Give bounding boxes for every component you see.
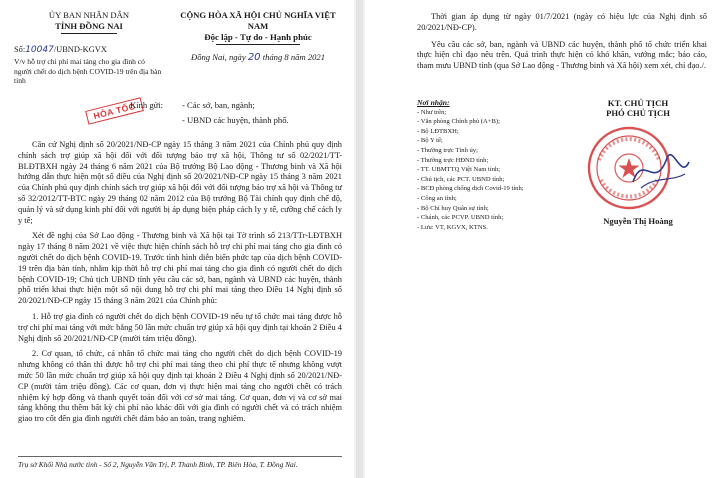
date-line (172, 52, 344, 63)
body-paragraph: Yêu cầu các sở, ban, ngành và UBND các huyện, thành phố tổ chức triển khai thực hiện chỉ đạo nêu trên. Quá trình thực hiện có khó khăn, vướng mắc; báo cáo, tham mưu UBND tỉnh (qua Sở Lao động - Thương binh và Xã hội) xem xét, chỉ đạo./. (417, 39, 707, 71)
motto-rule (216, 44, 300, 45)
recipient-item: - Thường trực HĐND tỉnh; (417, 156, 489, 164)
addressee-label: Kính gửi: (130, 100, 164, 110)
page-divider (356, 0, 363, 478)
body-paragraph: Căn cứ Nghị định số 20/2021/NĐ-CP ngày 15 tháng 3 năm 2021 của Chính phủ quy định chính sách trợ giúp xã hội đối với đối tượng bảo trợ xã hội, Thông tư số 02/2021/TT-BLĐTBXH ngày 24 tháng 6 năm 2021 của Bộ trưởng Bộ Lao động - Thương binh và Xã hội hướng dẫn thực hiện một số điều của Nghị định số 20/2021/NĐ-CP ngày 15 tháng 3 năm 2021 của Chính phủ quy định chính sách trợ giúp xã hội đối với đối tượng bảo trợ xã hội và Thông tư số 32/2012/TT-BTC ngày 29 tháng 02 năm 2012 của Bộ trưởng Bộ Tài chính quy định chế độ, quản lý và sử dụng kinh phí đối với người bị áp dụng biện pháp cách ly y tế, cưỡng chế cách ly y tế; (18, 140, 342, 225)
date-suffix: tháng 8 năm 2021 (262, 52, 326, 62)
signer-name: Nguyễn Thị Hoàng (603, 216, 673, 226)
body-text-page-2 (417, 12, 707, 78)
recipient-item: - Chánh, các PCVP. UBND tỉnh; (417, 214, 504, 222)
official-seal (573, 122, 703, 214)
doc-no-handwritten: 10047 (25, 45, 54, 55)
recipient-item: - BCĐ phòng chống dịch Covid-19 tỉnh; (417, 185, 524, 193)
addressee-block (130, 100, 289, 130)
recipient-item: - Văn phòng Chính phủ (A+B); (417, 118, 500, 126)
addressee-item: - Các sở, ban, ngành; (182, 100, 255, 110)
date-prefix: Đồng Nai, ngày (190, 52, 246, 62)
body-paragraph: Xét đề nghị của Sở Lao động - Thương binh và Xã hội tại Tờ trình số 213/TTr-LĐTBXH ngày 17 tháng 8 năm 2021 về việc thực hiện chính sách hỗ trợ chi phí mai táng cho gia đình có người chết do dịch bệnh COVID-19. Trước tình hình diễn biến phức tạp của dịch bệnh COVID-19 trên địa bàn tỉnh, nhằm kịp thời hỗ trợ chi phí mai táng cho gia đình có người chết do dịch bệnh COVID-19; Chủ tịch UBND tỉnh yêu cầu các sở, ban, ngành và UBND các huyện, thành phố triển khai thực hiện một số nội dung hỗ trợ chi phí mai táng theo Điều 14 Nghị định số 20/2021/NĐ-CP ngày 15 tháng 3 năm 2021 của Chính phủ: (18, 231, 342, 306)
recipients-title: Nơi nhận: (417, 98, 450, 107)
body-paragraph: 1. Hỗ trợ gia đình có người chết do dịch bệnh COVID-19 nếu tự tổ chức mai táng được hỗ trợ chi phí mai táng với mức bằng 50 lần mức chuẩn trợ giúp xã hội quy định tại khoản 2 Điều 4 Nghị định số 20/2021/NĐ-CP (mười tám triệu đồng). (18, 311, 342, 343)
recipient-item: - Lưu: VT, KGVX, KTNS. (417, 223, 488, 231)
issuer-org-line2: TỈNH ĐỒNG NAI (55, 21, 123, 31)
issuer-rule (61, 33, 117, 34)
document-page-1 (0, 0, 354, 478)
recipient-item: - Thường trực Tỉnh ủy; (417, 146, 478, 154)
signer-title-2: PHÓ CHỦ TỊCH (606, 108, 670, 118)
document-subject: V/v hỗ trợ chi phí mai táng cho gia đình có người chết do dịch bệnh COVID-19 trên địa bàn tỉnh (14, 57, 162, 86)
issuer-org-line1: ỦY BAN NHÂN DÂN (48, 10, 130, 20)
body-paragraph: Thời gian áp dụng từ ngày 01/7/2021 (ngày có hiệu lực của Nghị định số 20/2021/NĐ-CP). (417, 12, 707, 32)
page-footer: Trụ sở Khối Nhà nước tỉnh - Số 2, Nguyễn Văn Trị, P. Thanh Bình, TP. Biên Hòa, T. Đồng Nai. (18, 456, 342, 469)
doc-no-suffix: /UBND-KGVX (53, 45, 107, 54)
recipient-item: - Như trên; (417, 108, 447, 116)
doc-no-prefix: Số: (14, 45, 26, 54)
signature-block (573, 98, 703, 226)
body-paragraph: 2. Cơ quan, tổ chức, cá nhân tổ chức mai táng cho người chết do dịch bệnh COVID-19 nhưng không có thân thì được hỗ trợ chi phí mai táng theo chi phí thực tế nhưng không vượt mức 50 lần mức chuẩn trợ giúp xã hội quy định tại khoản 2 Điều 4 Nghị định số 20/2021/NĐ-CP (mười tám triệu đồng). Các cơ quan, đơn vị thực hiện mai táng cho người chết có trách nhiệm ký hợp đồng và thanh quyết toán đối với cơ sở mai táng. Cơ quan, đơn vị và cơ sở mai táng không thu thêm bất kỳ chi phí nào khác đối với gia đình có người chết và có trách nhiệm giao tro cốt đến gia đình người chết đảm bảo an toàn, trang nghiêm. (18, 349, 342, 424)
recipient-item: - Chủ tịch, các PCT. UBND tỉnh; (417, 175, 505, 183)
issuer-header (14, 10, 164, 86)
recipient-item: - Bộ Y tế; (417, 137, 443, 145)
body-text-page-1 (18, 140, 342, 430)
red-seal-icon (573, 122, 703, 214)
document-number (14, 44, 164, 56)
urgent-stamp: HỎA TỐC (85, 97, 144, 124)
recipient-item: - TT. UBMTTQ Việt Nam tỉnh; (417, 166, 501, 174)
recipient-item: - Bộ LĐTBXH; (417, 127, 459, 135)
signer-title-1: KT. CHỦ TỊCH (607, 98, 669, 108)
nation-motto: Độc lập - Tự do - Hạnh phúc (204, 32, 312, 42)
recipients-list (417, 98, 567, 232)
recipient-item: - Bộ Chỉ huy Quân sự tỉnh; (417, 204, 489, 212)
national-header (172, 10, 344, 63)
recipient-item: - Công an tỉnh; (417, 194, 457, 202)
document-page-2 (365, 0, 720, 478)
addressee-item: - UBND các huyện, thành phố. (182, 115, 289, 125)
date-day-handwritten: 20 (247, 52, 261, 63)
nation-title: CỘNG HÒA XÃ HỘI CHỦ NGHĨA VIỆT NAM (180, 10, 336, 31)
